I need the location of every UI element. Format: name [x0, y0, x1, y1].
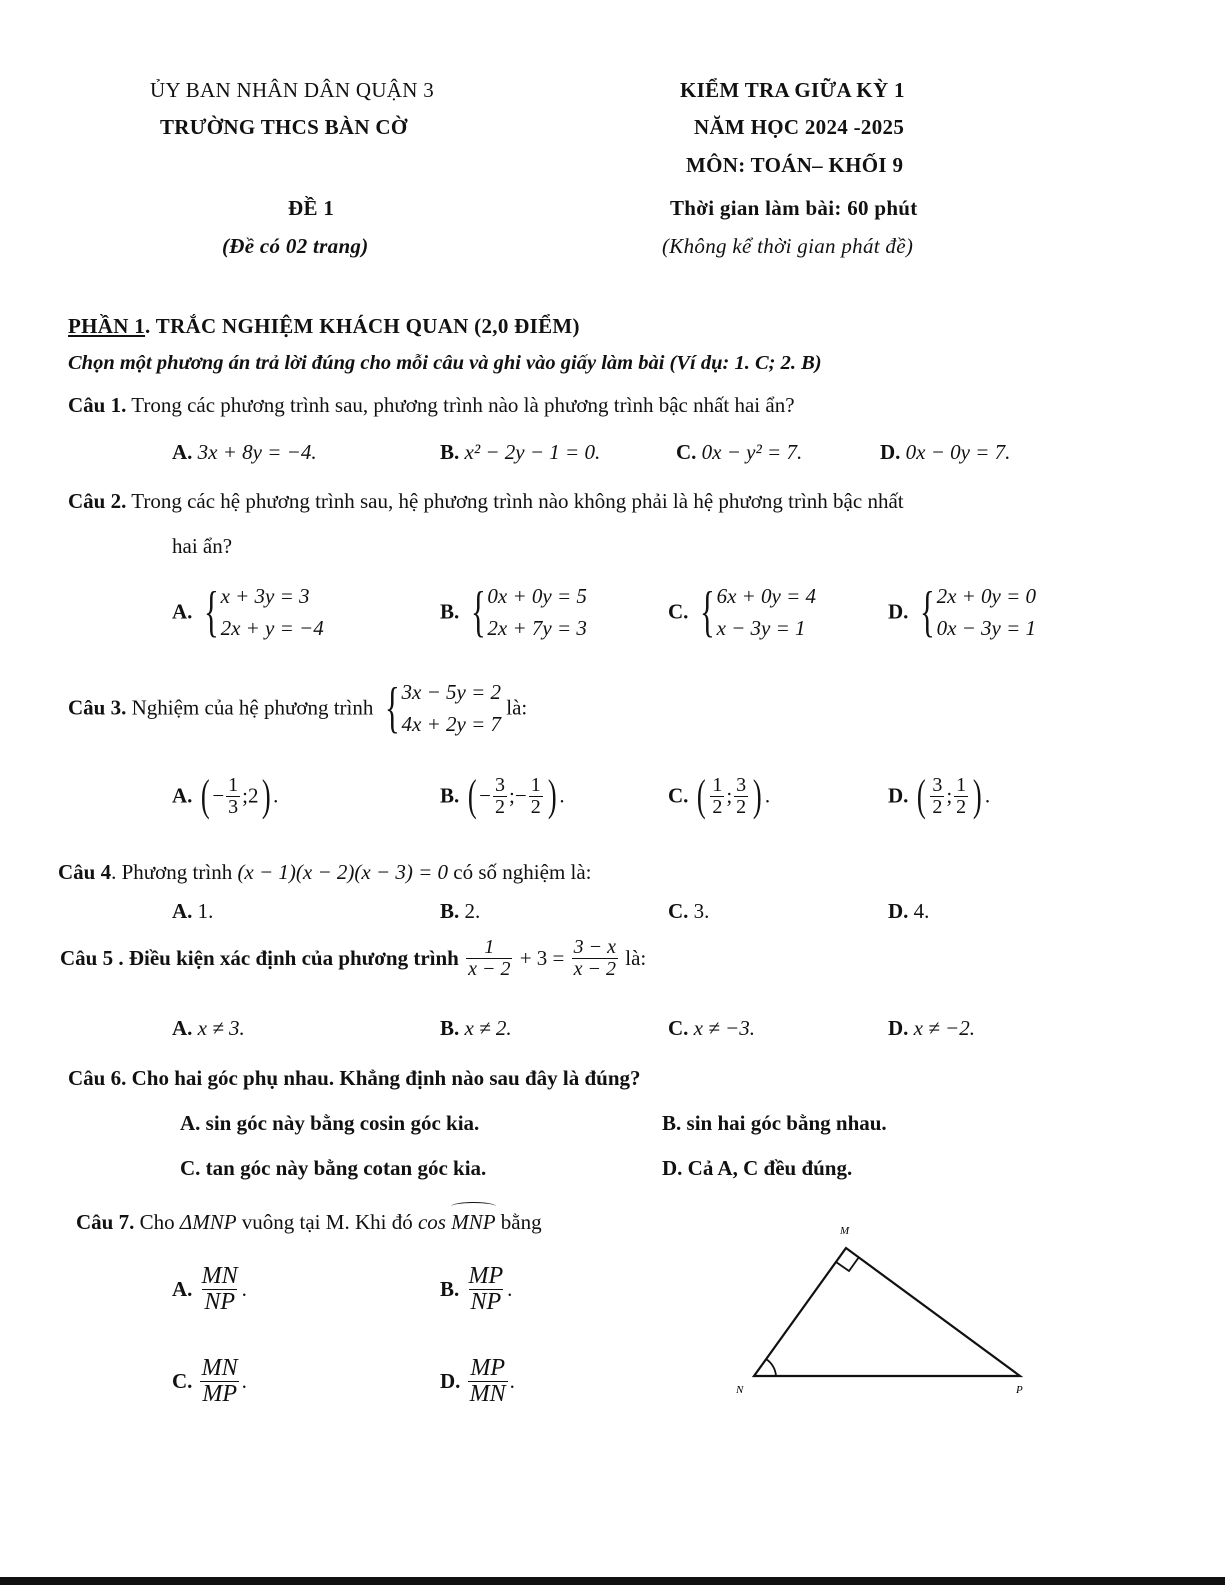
denominator: 2 — [736, 795, 747, 818]
option-text: x ≠ 2. — [464, 1016, 512, 1040]
option-letter: C. — [668, 599, 689, 624]
question-label: Câu 7. — [76, 1210, 135, 1234]
exam-code: ĐỀ 1 — [288, 196, 335, 220]
q6-option-a[interactable] — [180, 1111, 479, 1136]
denominator: MN — [469, 1381, 506, 1408]
numerator: 3 — [736, 773, 747, 796]
option-text: 1. — [192, 899, 214, 923]
option-letter: B. — [440, 440, 460, 464]
question-text: . Phương trình — [111, 860, 238, 884]
triangle-figure — [720, 1218, 1040, 1408]
question-text: Cho hai góc phụ nhau. Khẳng định nào sau đây là đúng? — [126, 1066, 641, 1090]
separator: ; — [242, 783, 249, 808]
operator: + 3 = — [519, 946, 565, 970]
option-letter: D. — [888, 899, 909, 923]
denominator: x − 2 — [468, 958, 511, 980]
equation: 0x + 0y = 5 — [487, 584, 587, 608]
brace-icon: { — [699, 581, 715, 643]
separator: ; — [726, 783, 733, 808]
question-label: Câu 6. — [68, 1066, 127, 1090]
q6-option-c[interactable] — [180, 1156, 486, 1181]
question-label: Câu 2. — [68, 489, 127, 513]
q4-option-a[interactable] — [172, 899, 213, 924]
numerator: 1 — [956, 773, 967, 796]
question-2-cont: hai ẩn? — [172, 534, 233, 558]
q1-option-b[interactable] — [440, 440, 600, 465]
angle-arc-n — [766, 1359, 776, 1376]
equation: 0x − 3y = 1 — [936, 616, 1037, 640]
question-text: Trong các phương trình sau, phương trình nào là phương trình bậc nhất hai ẩn? — [126, 393, 795, 417]
q3-option-b[interactable]: B. ( − $\frac{3}{2}$ ;− $\frac{1}{2}$ ) . — [440, 771, 565, 820]
value: 2 — [248, 783, 259, 808]
option-text: x ≠ −2. — [913, 1016, 975, 1040]
option-text: 3. — [688, 899, 710, 923]
q2-option-b[interactable] — [440, 580, 587, 644]
q7-option-b[interactable]: B. $\frac{MP}{NP}$ . — [440, 1263, 513, 1316]
q7-option-a[interactable]: A. $\frac{MN}{NP}$ . — [172, 1263, 247, 1316]
question-3 — [68, 676, 527, 740]
denominator: 2 — [495, 795, 506, 818]
q6-option-b[interactable] — [662, 1111, 887, 1136]
option-letter: C. — [172, 1369, 193, 1394]
numerator: MN — [201, 1263, 238, 1289]
scan-bottom-edge — [0, 1577, 1225, 1585]
denominator: NP — [204, 1289, 235, 1316]
option-letter: C. — [668, 783, 689, 808]
q5-option-a[interactable] — [172, 1016, 245, 1041]
option-letter: A. — [172, 899, 193, 923]
question-7 — [76, 1210, 542, 1235]
numerator: 1 — [530, 773, 541, 796]
q4-option-c[interactable] — [668, 899, 709, 924]
equation: 2x + y = −4 — [220, 616, 324, 640]
question-text: . Điều kiện xác định của phương trình — [113, 946, 459, 970]
numerator: 1 — [484, 936, 495, 958]
equation: 3x − 5y = 2 — [401, 680, 502, 704]
triangle-name: ΔMNP — [179, 1210, 237, 1234]
equation: 4x + 2y = 7 — [401, 712, 502, 736]
section-number: PHẦN 1 — [68, 314, 146, 338]
sign: − — [479, 783, 492, 808]
q1-option-a[interactable] — [172, 440, 317, 465]
q1-option-d[interactable] — [880, 440, 1010, 465]
option-letter: D. — [880, 440, 901, 464]
question-1 — [68, 393, 795, 418]
option-text: 2. — [459, 899, 481, 923]
sign: − — [212, 783, 225, 808]
exam-title: KIỂM TRA GIỮA KỲ 1 — [680, 78, 905, 102]
authority-name: ỦY BAN NHÂN DÂN QUẬN 3 — [150, 78, 435, 102]
numerator: 3 — [495, 773, 506, 796]
section-instruction: Chọn một phương án trả lời đúng cho mỗi câu và ghi vào giấy làm bài (Ví dụ: 1. C; 2. B) — [68, 352, 822, 374]
option-text: 4. — [908, 899, 930, 923]
question-tail: bằng — [495, 1210, 542, 1234]
question-4 — [58, 860, 592, 885]
question-text: Nghiệm của hệ phương trình — [126, 695, 374, 720]
denominator: 2 — [530, 795, 541, 818]
numerator: MN — [201, 1355, 238, 1381]
question-2 — [68, 489, 904, 514]
denominator: MP — [202, 1381, 237, 1408]
option-letter: B. — [440, 899, 460, 923]
equation: x − 3y = 1 — [716, 616, 806, 640]
vertex-label-m: M — [840, 1225, 850, 1237]
question-tail: có số nghiệm là: — [448, 860, 592, 884]
option-text: sin hai góc bằng nhau. — [681, 1111, 887, 1135]
q5-option-c[interactable] — [668, 1016, 755, 1041]
option-text: Cả A, C đều đúng. — [682, 1156, 853, 1180]
option-text: x ≠ 3. — [197, 1016, 245, 1040]
q5-option-b[interactable] — [440, 1016, 512, 1041]
option-text: sin góc này bằng cosin góc kia. — [200, 1111, 480, 1135]
q1-option-c[interactable] — [676, 440, 802, 465]
q5-option-d[interactable] — [888, 1016, 975, 1041]
option-letter: A. — [172, 599, 193, 624]
option-letter: D. — [888, 783, 909, 808]
option-text: 3x + 8y = −4. — [197, 440, 317, 464]
denominator: NP — [470, 1289, 502, 1316]
equation: 2x + 7y = 3 — [487, 616, 587, 640]
equation: x + 3y = 3 — [220, 584, 310, 608]
denominator: 3 — [228, 795, 239, 818]
option-text: tan góc này bằng cotan góc kia. — [200, 1156, 487, 1180]
vertex-label-p: P — [1016, 1384, 1023, 1396]
option-letter: D. — [662, 1156, 683, 1180]
q7-option-d[interactable]: D. $\frac{MP}{MN}$ . — [440, 1355, 515, 1408]
brace-icon: { — [919, 581, 935, 643]
option-text: x² − 2y − 1 = 0. — [464, 440, 601, 464]
brace-icon: { — [470, 581, 486, 643]
numerator: MP — [470, 1355, 505, 1381]
q3-option-c[interactable]: C. ( $\frac{1}{2}$ ; $\frac{3}{2}$ ) . — [668, 771, 771, 820]
question-text: Cho — [134, 1210, 180, 1234]
option-letter: D. — [888, 1016, 909, 1040]
question-label: Câu 3. — [68, 695, 127, 720]
q2-option-c[interactable] — [668, 580, 816, 644]
option-letter: D. — [440, 1369, 461, 1394]
triangle-mnp — [754, 1248, 1020, 1376]
option-letter: B. — [440, 1016, 460, 1040]
q7-option-c[interactable]: C. $\frac{MN}{MP}$ . — [172, 1355, 247, 1408]
option-letter: A. — [172, 1277, 193, 1302]
page-count-note: (Đề có 02 trang) — [222, 234, 369, 258]
numerator: 1 — [228, 773, 239, 796]
denominator: 2 — [712, 795, 723, 818]
equation: 6x + 0y = 4 — [716, 584, 817, 608]
school-year: NĂM HỌC 2024 -2025 — [694, 115, 905, 139]
option-letter: D. — [888, 599, 909, 624]
denominator: 2 — [956, 795, 967, 818]
subject-grade: MÔN: TOÁN– KHỐI 9 — [686, 153, 904, 177]
q2-option-d[interactable] — [888, 580, 1036, 644]
denominator: 2 — [932, 795, 943, 818]
numerator: 1 — [712, 773, 723, 796]
q3-option-a[interactable]: A. ( − $\frac{1}{3}$ ;2) . — [172, 771, 279, 820]
brace-icon: { — [203, 581, 219, 643]
cos-label: cos — [417, 1210, 452, 1234]
option-letter: B. — [440, 1277, 460, 1302]
question-label: Câu 1. — [68, 393, 127, 417]
numerator: MP — [468, 1263, 504, 1289]
separator: ;− — [509, 783, 527, 808]
exam-duration: Thời gian làm bài: 60 phút — [670, 196, 918, 220]
section-heading: . TRẮC NGHIỆM KHÁCH QUAN (2,0 ĐIỂM) — [145, 314, 580, 338]
option-letter: C. — [180, 1156, 201, 1180]
option-text: 0x − 0y = 7. — [905, 440, 1011, 464]
q4-option-d[interactable] — [888, 899, 929, 924]
option-text: 0x − y² = 7. — [701, 440, 803, 464]
separator: ; — [946, 783, 953, 808]
question-label: Câu 4 — [58, 860, 112, 884]
question-text-mid: vuông tại M. Khi đó — [236, 1210, 418, 1234]
option-letter: A. — [180, 1111, 201, 1135]
numerator: 3 — [932, 773, 943, 796]
angle-name — [451, 1210, 495, 1235]
numerator: 3 − x — [573, 936, 617, 958]
section-title — [68, 314, 580, 339]
question-label: Câu 5 — [60, 946, 114, 970]
question-tail: là: — [625, 946, 647, 970]
angle-text: MNP — [451, 1210, 496, 1234]
option-letter: A. — [172, 1016, 193, 1040]
q2-option-a[interactable] — [172, 580, 324, 644]
duration-note: (Không kể thời gian phát đề) — [662, 234, 914, 258]
option-text: x ≠ −3. — [693, 1016, 755, 1040]
q3-option-d[interactable]: D. ( $\frac{3}{2}$ ; $\frac{1}{2}$ ) . — [888, 771, 991, 820]
equation: (x − 1)(x − 2)(x − 3) = 0 — [237, 860, 449, 884]
option-letter: B. — [440, 599, 460, 624]
option-letter: A. — [172, 783, 193, 808]
option-letter: C. — [668, 1016, 689, 1040]
brace-icon: { — [384, 677, 400, 739]
question-6 — [68, 1066, 641, 1091]
right-angle-mark — [836, 1257, 859, 1271]
equation: 2x + 0y = 0 — [936, 584, 1037, 608]
option-letter: C. — [676, 440, 697, 464]
question-5 — [60, 937, 646, 980]
question-text: Trong các hệ phương trình sau, hệ phương trình nào không phải là hệ phương trình bậc nhất — [126, 489, 904, 513]
option-letter: A. — [172, 440, 193, 464]
q6-option-d[interactable] — [662, 1156, 852, 1181]
option-letter: B. — [662, 1111, 682, 1135]
q4-option-b[interactable] — [440, 899, 480, 924]
school-name: TRƯỜNG THCS BÀN CỜ — [160, 115, 408, 139]
option-letter: C. — [668, 899, 689, 923]
option-letter: B. — [440, 783, 460, 808]
denominator: x − 2 — [573, 958, 617, 980]
question-tail: là: — [506, 695, 528, 720]
vertex-label-n: N — [736, 1384, 744, 1396]
